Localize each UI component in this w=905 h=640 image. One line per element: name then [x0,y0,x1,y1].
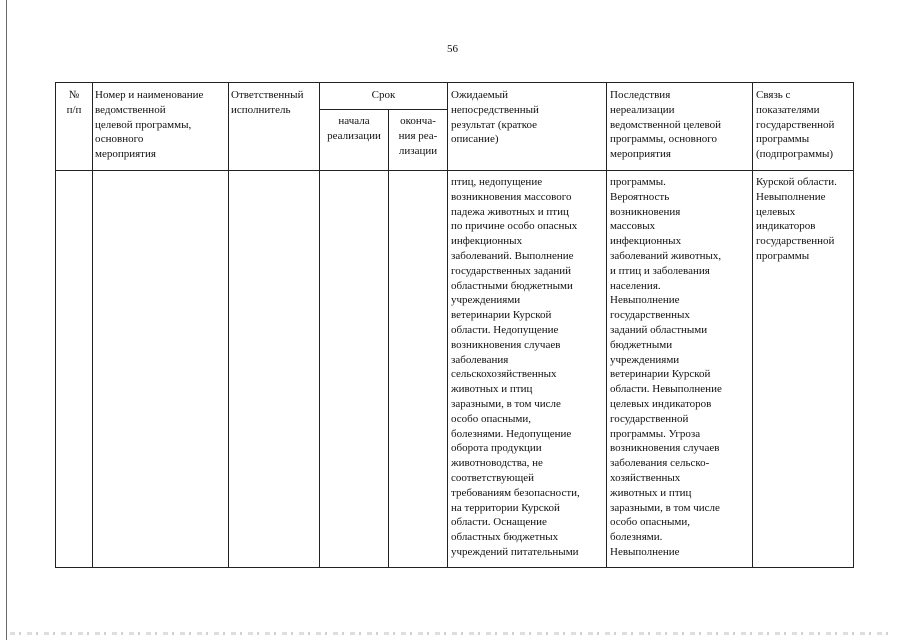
col-rule-7 [752,82,753,568]
table-bottom-border [55,567,854,568]
col-rule-6 [606,82,607,568]
header-bottom-rule [55,170,854,171]
header-consequences: Последствия нереализации ведомственной целевой программы, основного мероприятия [610,89,721,161]
header-term-end: оконча- ния реа- лизации [398,115,438,157]
scan-edge [6,0,7,640]
table-top-border [55,82,854,83]
header-term-start: начала реализации [327,115,381,142]
header-link: Связь с показателями государственной программы (подпрограммы) [756,89,835,161]
col-rule-2 [228,82,229,568]
col-rule-8 [853,82,854,568]
col-rule-1 [92,82,93,568]
header-executor: Ответственный исполнитель [231,89,304,116]
col-rule-3 [319,82,320,568]
scan-noise [10,632,890,635]
header-result: Ожидаемый непосредственный результат (краткое описание) [451,89,539,146]
col-rule-0 [55,82,56,568]
header-term: Срок [371,89,396,101]
row-link: Курской области. Невыполнение целевых индикаторов государственной программы [756,176,837,262]
col-rule-5 [447,82,448,568]
page-number: 56 [447,43,458,55]
col-rule-4 [388,110,389,568]
row-result: птиц, недопущение возникновения массового падежа животных и птиц по причине особо опасных инфекционных заболеваний. Выполнение государственных заданий областными бюджетными учреждениями ветеринарии Курской области. Недопущение возникновения случаев заболевания сельскохозяйственных животных и птиц заразными, в том числе особо опасными, болезнями. Недопущение оборота продукции животноводства, не соответствующей требованиям безопасности, на территории Курской области. Оснащение областных бюджетных учреждений питательными [451,176,580,558]
header-num: № п/п [66,89,82,116]
program-table [55,82,854,568]
header-program: Номер и наименование ведомственной целевой программы, основного мероприятия [95,89,204,161]
term-subheader-rule [319,109,447,110]
row-consequences: программы. Вероятность возникновения массовых инфекционных заболеваний животных, и птиц и заболевания населения. Невыполнение государственных заданий областными бюджетными учреждениями ветеринарии Курской области. Невыполнение целевых индикаторов государственной программы. Угроза возникновения случаев заболевания сельско- хозяйственных животных и птиц заразными, в том числе особо опасными, болезнями. Невыполнение [610,176,722,558]
